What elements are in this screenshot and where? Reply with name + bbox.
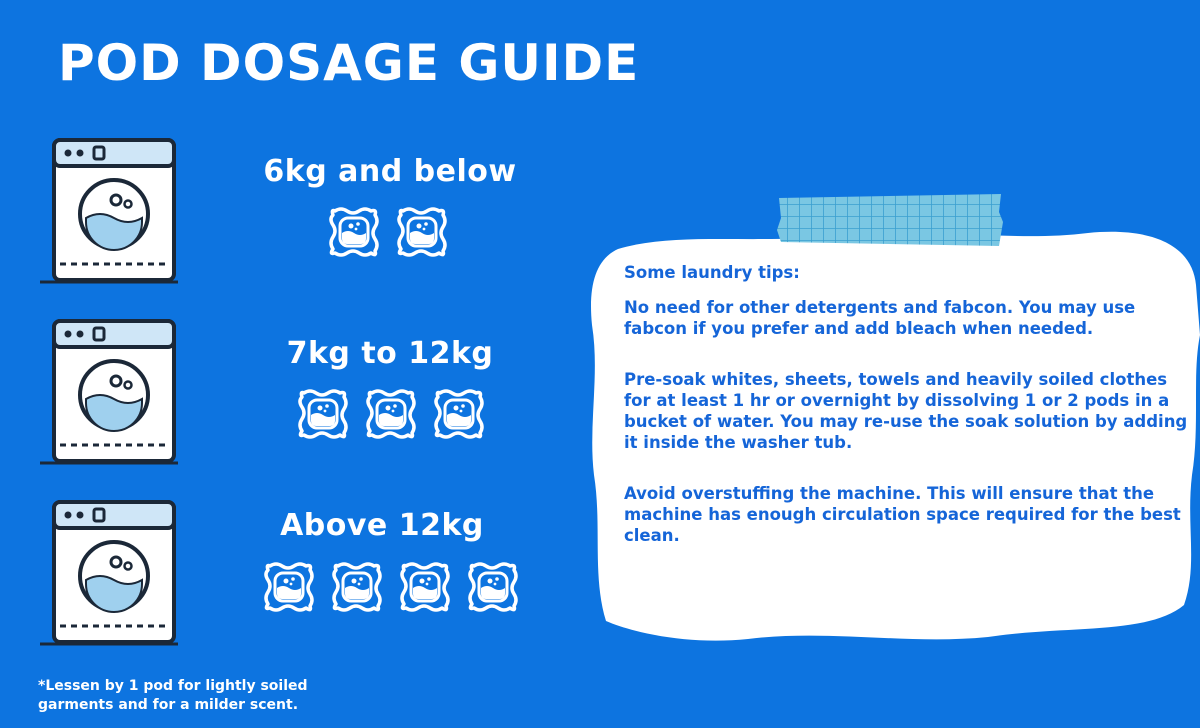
page-title: POD DOSAGE GUIDE [58,34,640,92]
washing-machine-icon [38,317,180,465]
washing-machine-icon [38,498,180,646]
tip-item: Pre-soak whites, sheets, towels and heavily soiled clothes for at least 1 hr or overnight by dissolving 1 or 2 pods in a bucket of water. You may re-use the soak solution by adding it inside the washer tub. [624,370,1188,452]
washing-machine-icon [38,136,180,284]
laundry-pod-icon [395,205,449,259]
laundry-pod-icon [398,560,452,614]
laundry-pod-icon [466,560,520,614]
laundry-pod-icon [364,387,418,441]
tier-label-above-12kg: Above 12kg [280,508,484,543]
laundry-pod-icon [327,205,381,259]
tips-heading: Some laundry tips: [624,263,800,282]
tape-decoration [775,192,1005,248]
tips-content [624,262,1192,576]
laundry-pod-icon [262,560,316,614]
pod-row-above-12kg [262,560,520,614]
tip-item: No need for other detergents and fabcon. You may use fabcon if you prefer and add bleach when needed. [624,298,1136,338]
pod-row-7-12kg [296,387,486,441]
tip-item: Avoid overstuffing the machine. This will ensure that the machine has enough circulation space required for the best clean. [624,484,1181,545]
laundry-pod-icon [432,387,486,441]
tier-label-7-12kg: 7kg to 12kg [286,336,494,371]
footnote: *Lessen by 1 pod for lightly soiled garments and for a milder scent. [38,678,308,713]
tier-label-6kg: 6kg and below [263,154,517,189]
laundry-pod-icon [296,387,350,441]
pod-row-6kg [327,205,449,259]
laundry-pod-icon [330,560,384,614]
